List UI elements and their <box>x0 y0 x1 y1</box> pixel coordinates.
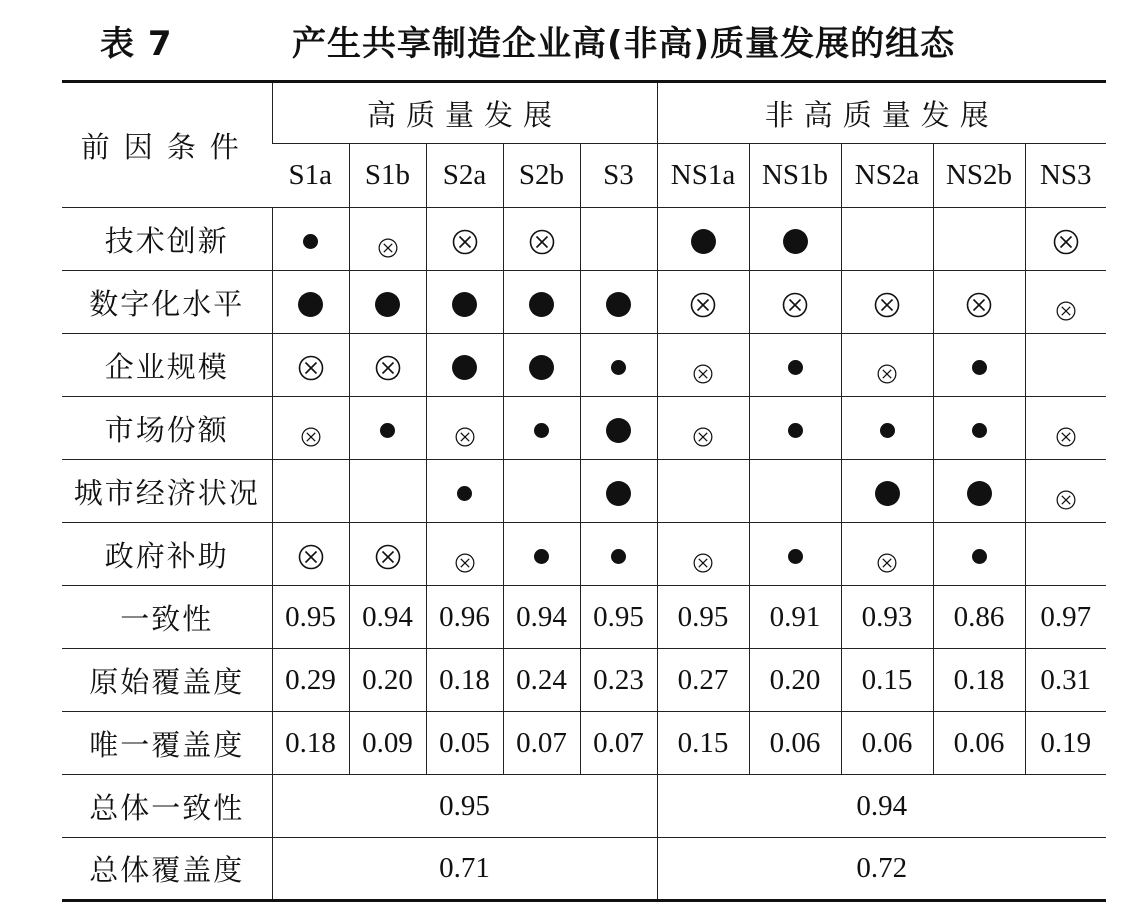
condition-cell <box>749 397 841 460</box>
peripheral-present-dot-icon <box>380 423 395 438</box>
peripheral-absent-cross-icon <box>877 357 897 377</box>
core-present-dot-icon <box>452 292 477 317</box>
peripheral-present-dot-icon <box>534 549 549 564</box>
core-absent-cross-icon <box>966 291 992 317</box>
condition-cell <box>426 208 503 271</box>
core-present-dot-icon <box>606 481 631 506</box>
condition-row <box>62 460 1106 523</box>
condition-cell <box>657 397 749 460</box>
metric-value: 0.23 <box>580 649 657 712</box>
condition-cell <box>657 208 749 271</box>
condition-cell <box>426 460 503 523</box>
peripheral-absent-cross-icon <box>877 546 897 566</box>
condition-cell <box>503 523 580 586</box>
condition-cell <box>580 523 657 586</box>
condition-cell <box>349 334 426 397</box>
condition-cell <box>349 271 426 334</box>
core-present-dot-icon <box>783 229 808 254</box>
peripheral-present-dot-icon <box>457 486 472 501</box>
configuration-table <box>62 80 1106 902</box>
metric-value: 0.07 <box>580 712 657 775</box>
overall-label: 总体覆盖度 <box>62 838 272 901</box>
condition-cell <box>657 271 749 334</box>
core-absent-cross-icon <box>452 228 478 254</box>
core-absent-cross-icon <box>298 543 324 569</box>
peripheral-present-dot-icon <box>880 423 895 438</box>
overall-rows <box>62 775 1106 901</box>
condition-row <box>62 397 1106 460</box>
header-group-row <box>62 82 1106 144</box>
overall-value-nonhigh: 0.94 <box>657 775 1106 838</box>
condition-cell <box>272 523 349 586</box>
condition-cell <box>1025 460 1106 523</box>
metric-value: 0.18 <box>933 649 1025 712</box>
config-code: NS2b <box>933 144 1025 208</box>
condition-row <box>62 208 1106 271</box>
core-absent-cross-icon <box>874 291 900 317</box>
condition-label: 技术创新 <box>62 208 272 271</box>
peripheral-present-dot-icon <box>972 549 987 564</box>
core-absent-cross-icon <box>782 291 808 317</box>
metric-value: 0.18 <box>426 649 503 712</box>
metric-rows <box>62 586 1106 775</box>
peripheral-absent-cross-icon <box>1056 294 1076 314</box>
metric-value: 0.15 <box>841 649 933 712</box>
group-header-high: 高质量发展 <box>272 82 657 144</box>
condition-cell <box>580 460 657 523</box>
metric-value: 0.93 <box>841 586 933 649</box>
metric-value: 0.06 <box>749 712 841 775</box>
peripheral-present-dot-icon <box>788 423 803 438</box>
condition-cell <box>272 334 349 397</box>
table-title: 产生共享制造企业高(非高)质量发展的组态 <box>292 24 956 64</box>
condition-cell <box>580 334 657 397</box>
condition-cell <box>749 334 841 397</box>
metric-label: 原始覆盖度 <box>62 649 272 712</box>
condition-cell <box>841 208 933 271</box>
peripheral-present-dot-icon <box>534 423 549 438</box>
core-present-dot-icon <box>875 481 900 506</box>
condition-cell <box>933 460 1025 523</box>
condition-label: 企业规模 <box>62 334 272 397</box>
overall-value-high: 0.71 <box>272 838 657 901</box>
condition-cell <box>933 271 1025 334</box>
table-caption <box>0 0 1141 78</box>
config-code: S2b <box>503 144 580 208</box>
condition-cell <box>349 208 426 271</box>
condition-cell <box>657 334 749 397</box>
metric-value: 0.24 <box>503 649 580 712</box>
condition-cell <box>841 523 933 586</box>
overall-value-nonhigh: 0.72 <box>657 838 1106 901</box>
condition-cell <box>1025 208 1106 271</box>
metric-value: 0.27 <box>657 649 749 712</box>
peripheral-present-dot-icon <box>972 360 987 375</box>
metric-value: 0.91 <box>749 586 841 649</box>
condition-cell <box>426 397 503 460</box>
core-present-dot-icon <box>967 481 992 506</box>
condition-cell <box>1025 523 1106 586</box>
metric-value: 0.97 <box>1025 586 1106 649</box>
condition-rows <box>62 208 1106 586</box>
core-present-dot-icon <box>606 292 631 317</box>
peripheral-absent-cross-icon <box>1056 420 1076 440</box>
metric-value: 0.09 <box>349 712 426 775</box>
condition-cell <box>1025 397 1106 460</box>
condition-row <box>62 271 1106 334</box>
config-code: NS1a <box>657 144 749 208</box>
condition-cell <box>749 460 841 523</box>
condition-label: 市场份额 <box>62 397 272 460</box>
peripheral-present-dot-icon <box>611 360 626 375</box>
condition-cell <box>503 397 580 460</box>
metric-value: 0.96 <box>426 586 503 649</box>
metric-value: 0.95 <box>272 586 349 649</box>
core-present-dot-icon <box>606 418 631 443</box>
peripheral-present-dot-icon <box>788 360 803 375</box>
metric-row <box>62 649 1106 712</box>
condition-cell <box>749 271 841 334</box>
metric-value: 0.07 <box>503 712 580 775</box>
condition-header: 前因条件 <box>62 82 272 208</box>
condition-cell <box>349 460 426 523</box>
condition-cell <box>657 460 749 523</box>
config-code: S1a <box>272 144 349 208</box>
metric-value: 0.05 <box>426 712 503 775</box>
config-code: NS1b <box>749 144 841 208</box>
overall-value-high: 0.95 <box>272 775 657 838</box>
condition-cell <box>272 397 349 460</box>
condition-cell <box>580 271 657 334</box>
peripheral-absent-cross-icon <box>1056 483 1076 503</box>
condition-cell <box>933 334 1025 397</box>
metric-value: 0.15 <box>657 712 749 775</box>
core-present-dot-icon <box>691 229 716 254</box>
metric-value: 0.94 <box>349 586 426 649</box>
condition-cell <box>580 208 657 271</box>
metric-value: 0.20 <box>749 649 841 712</box>
condition-cell <box>933 208 1025 271</box>
condition-row <box>62 334 1106 397</box>
peripheral-absent-cross-icon <box>693 546 713 566</box>
condition-label: 政府补助 <box>62 523 272 586</box>
metric-value: 0.95 <box>657 586 749 649</box>
condition-cell <box>349 523 426 586</box>
metric-row <box>62 712 1106 775</box>
condition-cell <box>1025 271 1106 334</box>
condition-label: 城市经济状况 <box>62 460 272 523</box>
metric-value: 0.94 <box>503 586 580 649</box>
peripheral-absent-cross-icon <box>378 231 398 251</box>
condition-cell <box>933 397 1025 460</box>
peripheral-present-dot-icon <box>972 423 987 438</box>
condition-cell <box>657 523 749 586</box>
overall-row <box>62 775 1106 838</box>
core-absent-cross-icon <box>298 354 324 380</box>
core-present-dot-icon <box>529 355 554 380</box>
condition-cell <box>272 460 349 523</box>
condition-cell <box>749 523 841 586</box>
overall-label: 总体一致性 <box>62 775 272 838</box>
core-present-dot-icon <box>529 292 554 317</box>
peripheral-present-dot-icon <box>611 549 626 564</box>
peripheral-absent-cross-icon <box>455 420 475 440</box>
condition-cell <box>426 271 503 334</box>
metric-value: 0.06 <box>933 712 1025 775</box>
condition-cell <box>503 208 580 271</box>
config-code: S2a <box>426 144 503 208</box>
condition-cell <box>349 397 426 460</box>
core-absent-cross-icon <box>1053 228 1079 254</box>
overall-row <box>62 838 1106 901</box>
condition-cell <box>426 334 503 397</box>
condition-row <box>62 523 1106 586</box>
condition-cell <box>503 271 580 334</box>
condition-cell <box>1025 334 1106 397</box>
metric-row <box>62 586 1106 649</box>
condition-cell <box>841 460 933 523</box>
core-absent-cross-icon <box>529 228 555 254</box>
config-code: NS2a <box>841 144 933 208</box>
peripheral-absent-cross-icon <box>301 420 321 440</box>
peripheral-present-dot-icon <box>303 234 318 249</box>
metric-value: 0.29 <box>272 649 349 712</box>
condition-cell <box>426 523 503 586</box>
metric-value: 0.31 <box>1025 649 1106 712</box>
peripheral-absent-cross-icon <box>693 420 713 440</box>
peripheral-present-dot-icon <box>788 549 803 564</box>
condition-cell <box>933 523 1025 586</box>
config-code: S1b <box>349 144 426 208</box>
condition-cell <box>841 271 933 334</box>
condition-cell <box>503 334 580 397</box>
core-present-dot-icon <box>298 292 323 317</box>
metric-value: 0.95 <box>580 586 657 649</box>
condition-label: 数字化水平 <box>62 271 272 334</box>
config-code: S3 <box>580 144 657 208</box>
core-present-dot-icon <box>452 355 477 380</box>
metric-value: 0.06 <box>841 712 933 775</box>
core-absent-cross-icon <box>375 354 401 380</box>
metric-value: 0.86 <box>933 586 1025 649</box>
condition-cell <box>841 334 933 397</box>
group-header-nonhigh: 非高质量发展 <box>657 82 1106 144</box>
condition-cell <box>841 397 933 460</box>
condition-cell <box>749 208 841 271</box>
peripheral-absent-cross-icon <box>693 357 713 377</box>
metric-label: 一致性 <box>62 586 272 649</box>
condition-cell <box>503 460 580 523</box>
peripheral-absent-cross-icon <box>455 546 475 566</box>
core-absent-cross-icon <box>375 543 401 569</box>
core-absent-cross-icon <box>690 291 716 317</box>
core-present-dot-icon <box>375 292 400 317</box>
metric-label: 唯一覆盖度 <box>62 712 272 775</box>
metric-value: 0.20 <box>349 649 426 712</box>
condition-cell <box>272 271 349 334</box>
condition-cell <box>272 208 349 271</box>
metric-value: 0.18 <box>272 712 349 775</box>
condition-cell <box>580 397 657 460</box>
config-code: NS3 <box>1025 144 1106 208</box>
table-number: 表 7 <box>100 24 173 64</box>
metric-value: 0.19 <box>1025 712 1106 775</box>
